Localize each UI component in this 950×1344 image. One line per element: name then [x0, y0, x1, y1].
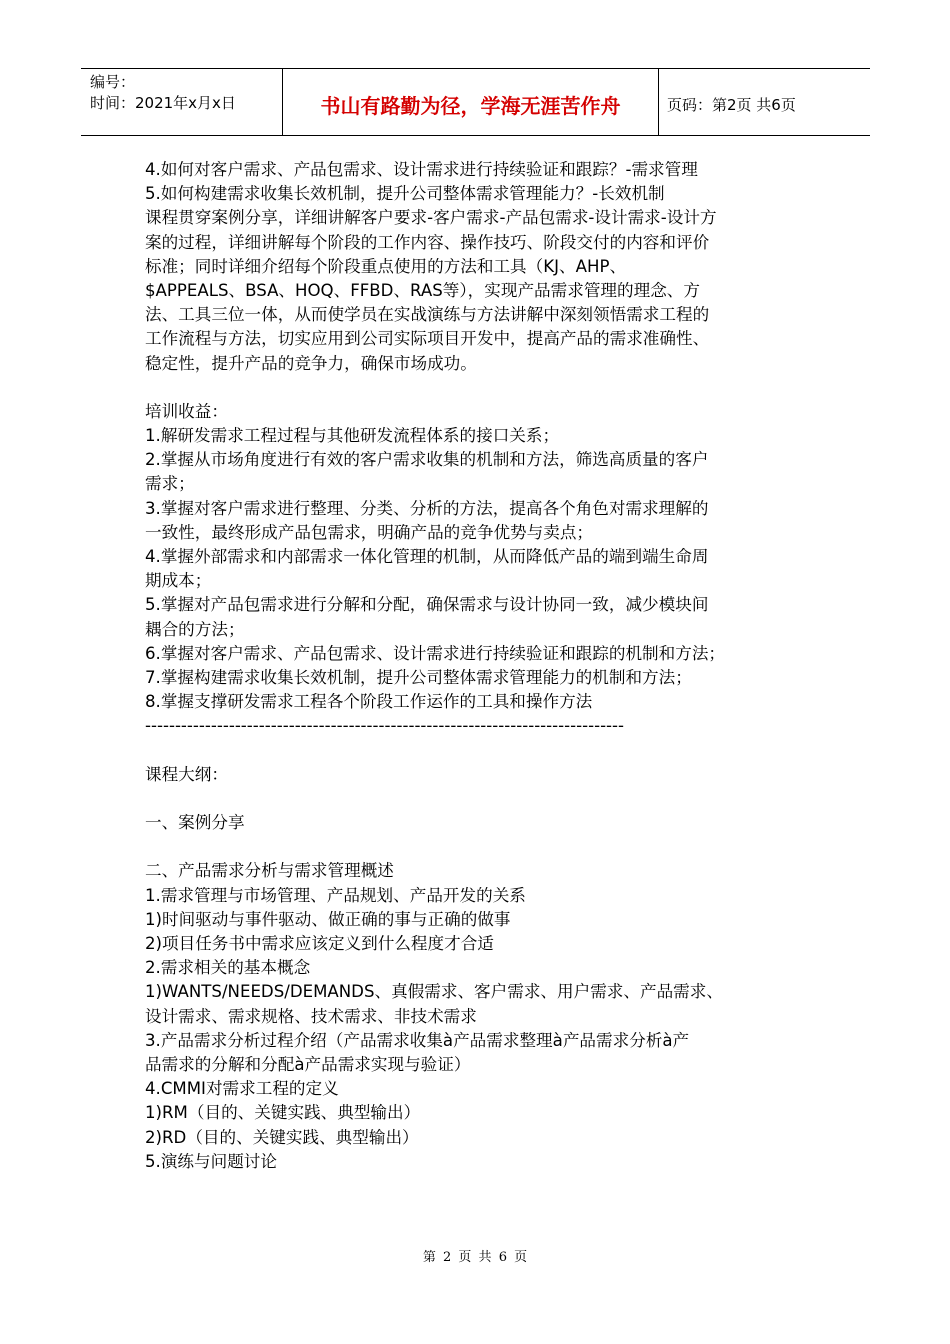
- number-label: 编号：: [90, 73, 136, 91]
- text-line: 课程贯穿案例分享，详细讲解客户要求-客户需求-产品包需求-设计需求-设计方: [145, 208, 717, 228]
- blank-line: [145, 787, 815, 811]
- text-line: 一、案例分享: [145, 813, 245, 833]
- text-line: 4.掌握外部需求和内部需求一体化管理的机制，从而降低产品的端到端生命周: [145, 547, 709, 566]
- text-line: 6.掌握对客户需求、产品包需求、设计需求进行持续验证和跟踪的机制和方法；: [145, 643, 726, 663]
- text-line: 期成本；: [145, 571, 212, 591]
- text-line: 一致性，最终形成产品包需求，明确产品的竞争优势与卖点；: [145, 522, 594, 542]
- text-line: 品需求的分解和分配à产品需求实现与验证）: [145, 1054, 471, 1074]
- time-label: 时间：2021年x月x日: [90, 94, 236, 112]
- text-line: 2)项目任务书中需求应该定义到什么程度才合适: [145, 934, 494, 953]
- text-line: 2.掌握从市场角度进行有效的客户需求收集的机制和方法，筛选高质量的客户: [145, 450, 709, 470]
- text-line: 课程大纲：: [145, 764, 228, 784]
- text-line: 3.掌握对客户需求进行整理、分类、分析的方法，提高各个角色对需求理解的: [145, 498, 709, 518]
- text-line: 标准；同时详细介绍每个阶段重点使用的方法和工具（KJ、AHP、: [145, 256, 627, 276]
- blank-line: [145, 739, 815, 763]
- dashed-divider: --------------------------------------------------------------------------------: [145, 716, 625, 736]
- header-page-info: 页码：第2页 共6页: [667, 95, 796, 114]
- blank-line: [145, 835, 815, 859]
- text-line: 1.需求管理与市场管理、产品规划、产品开发的关系: [145, 885, 526, 905]
- text-line: $APPEALS、BSA、HOQ、FFBD、RAS等），实现产品需求管理的理念、方: [145, 280, 700, 300]
- text-line: 培训收益：: [145, 401, 228, 421]
- text-line: 7.掌握构建需求收集长效机制，提升公司整体需求管理能力的机制和方法；: [145, 667, 692, 687]
- text-line: 稳定性，提升产品的竞争力，确保市场成功。: [145, 353, 477, 373]
- page-header: [81, 68, 870, 136]
- document-body: [145, 158, 815, 1174]
- text-line: 1.解研发需求工程过程与其他研发流程体系的接口关系；: [145, 426, 560, 446]
- text-line: 工作流程与方法，切实应用到公司实际项目开发中，提高产品的需求准确性、: [145, 329, 710, 349]
- page-footer: 第 2 页 共 6 页: [422, 1250, 528, 1265]
- text-line: 3.产品需求分析过程介绍（产品需求收集à产品需求整理à产品需求分析à产: [145, 1030, 690, 1050]
- text-line: 耦合的方法；: [145, 619, 245, 639]
- text-line: 1)时间驱动与事件驱动、做正确的事与正确的做事: [145, 909, 511, 929]
- text-line: 案的过程，详细讲解每个阶段的工作内容、操作技巧、阶段交付的内容和评价: [145, 232, 710, 252]
- blank-line: [145, 376, 815, 400]
- text-line: 法、工具三位一体，从而使学员在实战演练与方法讲解中深刻领悟需求工程的: [145, 305, 710, 325]
- text-line: 5.演练与问题讨论: [145, 1151, 277, 1171]
- text-line: 2)RD（目的、关键实践、典型输出）: [145, 1127, 419, 1147]
- text-line: 需求；: [145, 474, 195, 494]
- text-line: 5.掌握对产品包需求进行分解和分配，确保需求与设计协同一致，减少模块间: [145, 595, 709, 615]
- text-line: 1)RM（目的、关键实践、典型输出）: [145, 1103, 421, 1123]
- text-line: 8.掌握支撑研发需求工程各个阶段工作运作的工具和操作方法: [145, 692, 593, 712]
- text-line: 1)WANTS/NEEDS/DEMANDS、真假需求、客户需求、用户需求、产品需求、: [145, 982, 723, 1002]
- text-line: 2.需求相关的基本概念: [145, 958, 311, 978]
- header-motto: 书山有路勤为径，学海无涯苦作舟: [283, 69, 659, 135]
- text-line: 5.如何构建需求收集长效机制，提升公司整体需求管理能力？-长效机制: [145, 184, 665, 204]
- text-line: 二、产品需求分析与需求管理概述: [145, 861, 394, 881]
- text-line: 4.如何对客户需求、产品包需求、设计需求进行持续验证和跟踪？-需求管理: [145, 160, 698, 179]
- text-line: 设计需求、需求规格、技术需求、非技术需求: [145, 1006, 477, 1026]
- text-line: 4.CMMI对需求工程的定义: [145, 1079, 339, 1099]
- header-meta: [81, 69, 283, 135]
